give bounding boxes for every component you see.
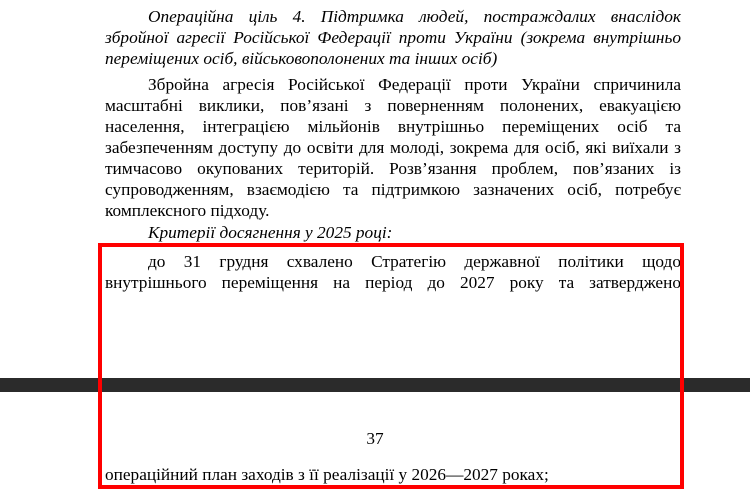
goal-heading-line-1: Операційна ціль 4. Підтримка людей, постраждалих внаслідок — [148, 7, 681, 26]
paragraph-line-3: населення, інтеграцією мільйонів внутрішньо переміщених осіб та — [105, 117, 681, 136]
paragraph-line-6: супроводженням, взаємодією та підтримкою зазначених осіб, потребує — [105, 180, 681, 199]
criteria-heading: Критерії досягнення у 2025 році: — [148, 223, 393, 242]
paragraph-line-4: забезпеченням доступу до освіти для молоді, зокрема для осіб, які виїхали з — [105, 138, 681, 157]
continuation-line: операційний план заходів з її реалізації у 2026—2027 роках; — [105, 465, 549, 484]
paragraph-line-2: масштабні виклики, пов’язані з поверненням полонених, евакуацією — [105, 96, 681, 115]
paragraph-line-7: комплексного підходу. — [105, 201, 270, 220]
page-number: 37 — [366, 429, 384, 448]
goal-heading-line-2: збройної агресії Російської Федерації проти України (зокрема внутрішньо — [105, 28, 681, 47]
criteria-line-2: внутрішнього переміщення на період до 2027 року та затверджено — [105, 273, 681, 292]
paragraph-line-5: тимчасово окупованих територій. Розв’язання проблем, пов’язаних із — [105, 159, 681, 178]
goal-heading-line-3: переміщених осіб, військовополонених та інших осіб) — [105, 49, 498, 68]
criteria-line-1: до 31 грудня схвалено Стратегію державної політики щодо — [148, 252, 681, 271]
paragraph-line-1: Збройна агресія Російської Федерації проти України спричинила — [148, 75, 681, 94]
page-break-separator — [0, 378, 750, 392]
